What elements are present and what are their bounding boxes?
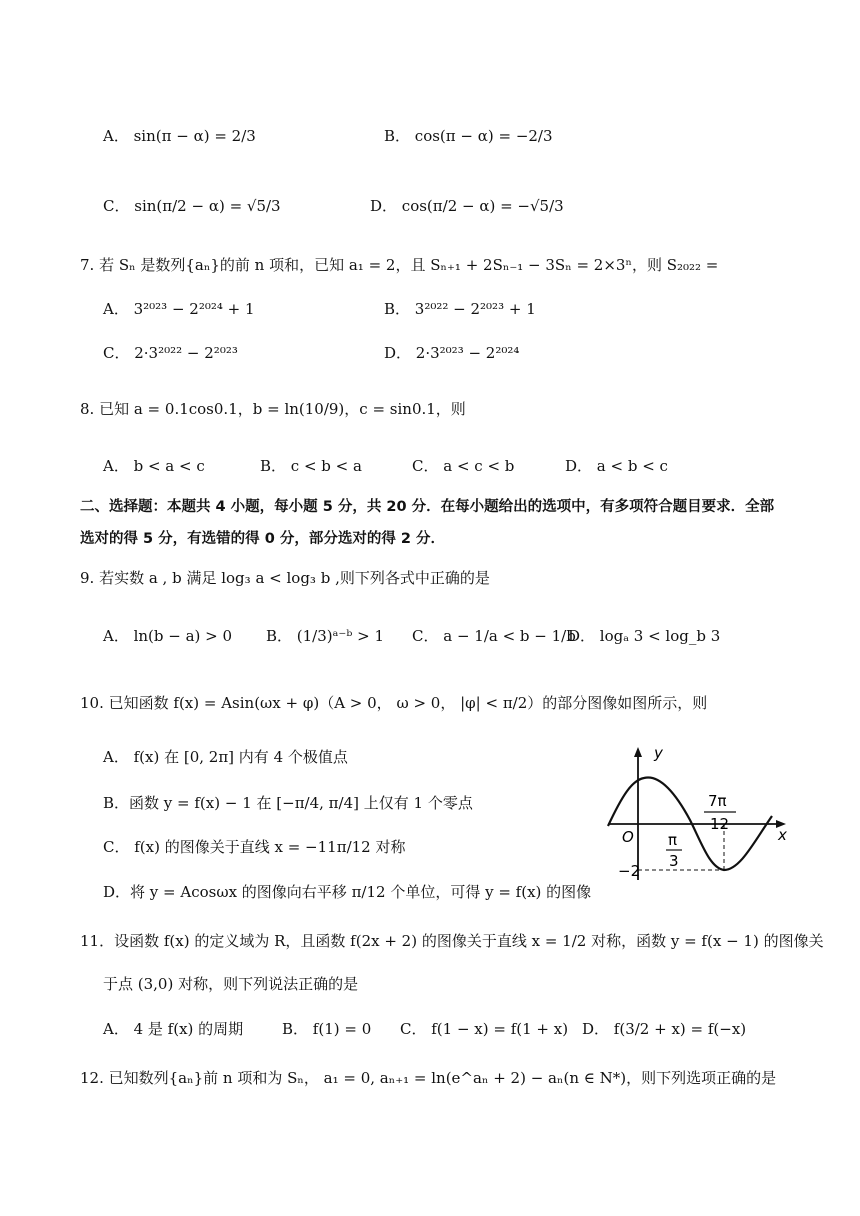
q8-option-d: D． a < b < c [565, 457, 668, 475]
graph-y-arrow [634, 747, 642, 757]
q7-option-a: A． 3²⁰²³ − 2²⁰²⁴ + 1 [103, 300, 255, 318]
q7-option-b: B． 3²⁰²² − 2²⁰²³ + 1 [384, 300, 536, 318]
graph-label-7pi: 7π [708, 792, 727, 810]
graph-label-3: 3 [669, 852, 679, 870]
graph-label-12: 12 [710, 815, 730, 833]
q6-option-d: D． cos(π/2 − α) = −√5/3 [370, 197, 564, 215]
q8-option-a: A． b < a < c [103, 457, 205, 475]
graph-x-label: x [778, 826, 787, 844]
section2-heading-line2: 选对的得 5 分，有选错的得 0 分，部分选对的得 2 分． [80, 531, 446, 547]
q6-option-a: A． sin(π − α) = 2/3 [103, 127, 256, 145]
q9-option-d: D． logₐ 3 < log_b 3 [568, 627, 721, 645]
graph-origin-label: O [622, 828, 634, 846]
q6-option-b: B． cos(π − α) = −2/3 [384, 127, 553, 145]
q11-stem-line2: 于点 (3,0) 对称，则下列说法正确的是 [103, 975, 359, 993]
graph-label-neg2: −2 [618, 862, 641, 880]
q9-stem: 9. 若实数 a , b 满足 log₃ a < log₃ b ,则下列各式中正确的是 [80, 569, 490, 587]
q8-option-c: C． a < c < b [412, 457, 515, 475]
q10-stem: 10. 已知函数 f(x) = Asin(ωx + φ)（A > 0， ω > 0， |φ| < π/2）的部分图像如图所示，则 [80, 694, 708, 712]
graph-label-pi: π [668, 831, 678, 849]
q7-stem: 7. 若 Sₙ 是数列{aₙ}的前 n 项和，已知 a₁ = 2，且 Sₙ₊₁ + 2Sₙ₋₁ − 3Sₙ = 2×3ⁿ，则 S₂₀₂₂ = [80, 256, 719, 274]
q10-option-b: B．函数 y = f(x) − 1 在 [−π/4, π/4] 上仅有 1 个零点 [103, 794, 473, 812]
q7-option-d: D． 2·3²⁰²³ − 2²⁰²⁴ [384, 344, 520, 362]
q10-option-a: A． f(x) 在 [0, 2π] 内有 4 个极值点 [103, 748, 348, 766]
q7-option-c: C． 2·3²⁰²² − 2²⁰²³ [103, 344, 238, 362]
q12-stem: 12. 已知数列{aₙ}前 n 项和为 Sₙ， a₁ = 0, aₙ₊₁ = ln(e^aₙ + 2) − aₙ(n ∈ N*)，则下列选项正确的是 [80, 1069, 777, 1087]
graph-y-label: y [654, 744, 663, 762]
q11-option-b: B． f(1) = 0 [282, 1020, 372, 1038]
section2-heading-line1: 二、选择题：本题共 4 小题，每小题 5 分，共 20 分．在每小题给出的选项中，有多项符合题目要求．全部 [80, 499, 775, 515]
q6-option-c: C． sin(π/2 − α) = √5/3 [103, 197, 281, 215]
q11-stem-line1: 11．设函数 f(x) 的定义域为 R，且函数 f(2x + 2) 的图像关于直线 x = 1/2 对称，函数 y = f(x − 1) 的图像关 [80, 932, 824, 950]
q9-option-c: C． a − 1/a < b − 1/b [412, 627, 576, 645]
sine-graph-figure [578, 738, 794, 888]
q11-option-a: A． 4 是 f(x) 的周期 [103, 1020, 244, 1038]
q10-option-d: D．将 y = Acosωx 的图像向右平移 π/12 个单位，可得 y = f(x) 的图像 [103, 883, 592, 901]
q11-option-d: D． f(3/2 + x) = f(−x) [582, 1020, 747, 1038]
q8-option-b: B． c < b < a [260, 457, 362, 475]
q10-option-c: C． f(x) 的图像关于直线 x = −11π/12 对称 [103, 838, 406, 856]
q9-option-b: B． (1/3)ᵃ⁻ᵇ > 1 [266, 627, 384, 645]
q9-option-a: A． ln(b − a) > 0 [103, 627, 233, 645]
q8-stem: 8. 已知 a = 0.1cos0.1，b = ln(10/9)，c = sin0.1，则 [80, 400, 466, 418]
q11-option-c: C． f(1 − x) = f(1 + x) [400, 1020, 569, 1038]
